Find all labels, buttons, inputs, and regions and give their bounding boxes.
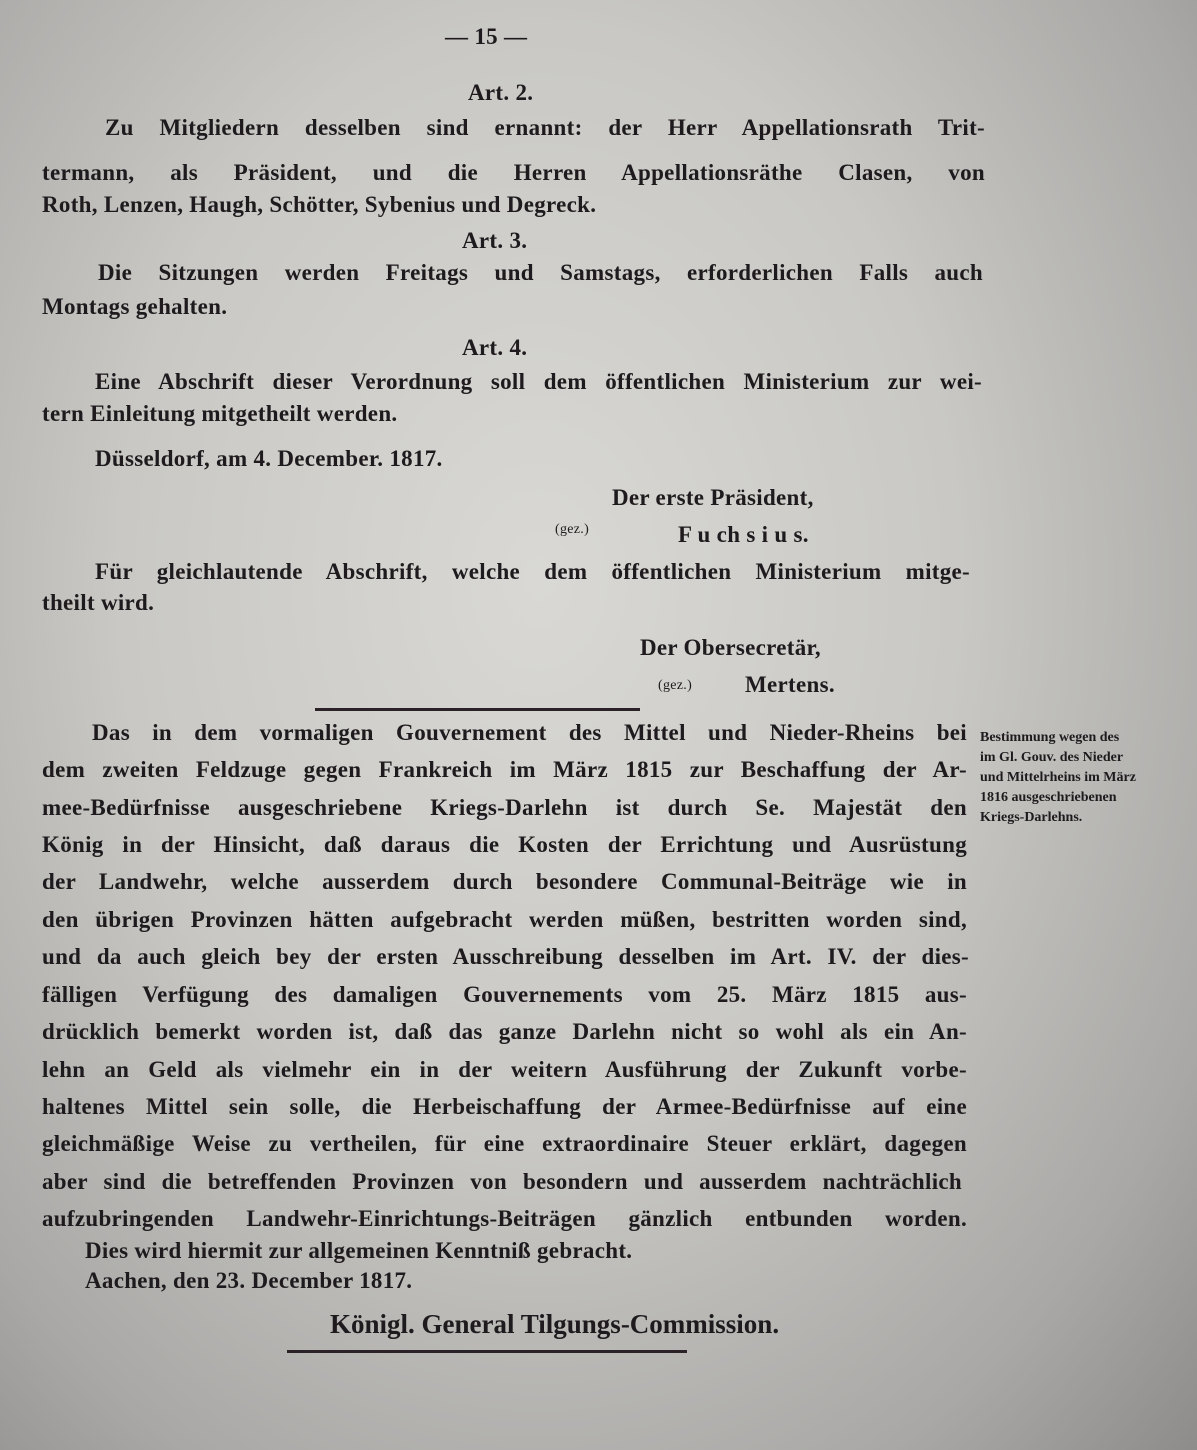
date-dusseldorf: Düsseldorf, am 4. December. 1817.: [95, 446, 443, 471]
art2-heading: Art. 2.: [468, 80, 534, 105]
margin-note: Bestimmung wegen des im Gl. Gouv. des Nieder und Mittelrheins im März 1816 ausgeschriebenen Kriegs-Darlehns.: [980, 730, 1136, 825]
art3-line: Montags gehalten.: [42, 294, 228, 319]
body-line: aufzubringenden Landwehr-Einrichtungs-Beiträgen gänzlich entbunden worden.: [42, 1206, 967, 1231]
signer1-name: F u ch s i u s.: [678, 522, 809, 547]
body-line: König in der Hinsicht, daß daraus die Kosten der Errichtung und Ausrüstung: [42, 832, 967, 857]
signer1-title: Der erste Präsident,: [612, 485, 814, 510]
body-line: Das in dem vormaligen Gouvernement des Mittel und Nieder-Rheins bei: [92, 720, 967, 745]
closing-line: Dies wird hiermit zur allgemeinen Kenntniß gebracht.: [85, 1238, 633, 1263]
art4-line: tern Einleitung mitgetheilt werden.: [42, 401, 398, 426]
body-line: drücklich bemerkt worden ist, daß das ganze Darlehn nicht so wohl als ein An-: [42, 1019, 967, 1044]
body-line: lehn an Geld als vielmehr ein in der weitern Ausführung der Zukunft vorbe-: [42, 1057, 967, 1082]
body-line: dem zweiten Feldzuge gegen Frankreich im März 1815 zur Beschaffung der Ar-: [42, 757, 967, 782]
art3-heading: Art. 3.: [462, 228, 528, 253]
signer2-name: Mertens.: [745, 672, 835, 697]
body-line: den übrigen Provinzen hätten aufgebracht werden müßen, bestritten worden sind,: [42, 907, 967, 932]
body-line: und da auch gleich bey der ersten Ausschreibung desselben im Art. IV. der dies-: [42, 944, 969, 969]
body-line: haltenes Mittel sein solle, die Herbeischaffung der Armee-Bedürfnisse auf eine: [42, 1094, 967, 1119]
signer2-gez: (gez.): [658, 678, 693, 693]
signer2-title: Der Obersecretär,: [640, 635, 821, 660]
art4-line: Eine Abschrift dieser Verordnung soll dem öffentlichen Ministerium zur wei-: [95, 369, 982, 394]
signature-commission: Königl. General Tilgungs-Commission.: [330, 1309, 780, 1339]
copy-note-line: theilt wird.: [42, 590, 155, 615]
body-line: mee-Bedürfnisse ausgeschriebene Kriegs-Darlehn ist durch Se. Majestät den: [42, 795, 967, 820]
art2-line: termann, als Präsident, und die Herren Appellationsräthe Clasen, von: [42, 160, 985, 185]
signature-underline: [287, 1350, 687, 1353]
art3-line: Die Sitzungen werden Freitags und Samstags, erforderlichen Falls auch: [98, 260, 983, 285]
art2-line: Roth, Lenzen, Haugh, Schötter, Sybenius und Degreck.: [42, 192, 597, 217]
date-aachen: Aachen, den 23. December 1817.: [85, 1268, 413, 1293]
body-line: gleichmäßige Weise zu vertheilen, für eine extraordinaire Steuer erklärt, dagegen: [42, 1131, 967, 1156]
page-number: — 15 —: [445, 24, 528, 49]
art2-line: Zu Mitgliedern desselben sind ernannt: der Herr Appellationsrath Trit-: [105, 115, 985, 140]
art4-heading: Art. 4.: [462, 335, 528, 360]
section-divider: [315, 708, 640, 711]
body-line: aber sind die betreffenden Provinzen von besondern und ausserdem nachträchlich: [42, 1169, 962, 1194]
copy-note-line: Für gleichlautende Abschrift, welche dem öffentlichen Ministerium mitge-: [95, 559, 970, 584]
body-line: fälligen Verfügung des damaligen Gouvernements vom 25. März 1815 aus-: [42, 982, 967, 1007]
signer1-gez: (gez.): [555, 522, 590, 537]
body-line: der Landwehr, welche ausserdem durch besondere Communal-Beiträge wie in: [42, 869, 967, 894]
